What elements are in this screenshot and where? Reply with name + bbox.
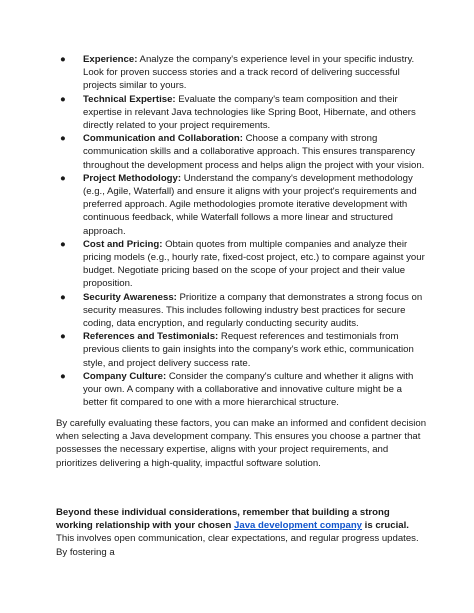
list-item-security-awareness [56, 291, 426, 331]
list-item-text: Understand the company's development methodology (e.g., Agile, Waterfall) and ensure it aligns with your project's requirements and preferred approach. Agile methodologies promote iterative development with continuous feedback, while Waterfall follows a more linear and structured approach. [83, 172, 417, 237]
bullet-icon: ● [60, 133, 66, 145]
bullet-icon: ● [60, 238, 66, 250]
bold-lead-text: Beyond these individual considerations, remember that building a strong working relationship with your chosen [56, 507, 390, 532]
list-item-technical-expertise [56, 93, 426, 133]
list-item-title: Communication and Collaboration: [83, 133, 243, 145]
list-item-title: Experience: [83, 54, 138, 65]
selection-criteria-list [56, 53, 426, 409]
list-item-cost-pricing [56, 238, 426, 291]
bullet-icon: ● [60, 291, 66, 303]
list-item-experience [56, 53, 426, 93]
list-item-title: Project Methodology: [83, 172, 182, 184]
bullet-icon: ● [60, 370, 66, 382]
list-item-company-culture [56, 370, 426, 410]
list-item-text: Request references and testimonials from previous clients to gain insights into the company's work ethic, communication style, and project delivery success rate. [83, 331, 414, 369]
list-item-title: References and Testimonials: [83, 331, 219, 343]
list-item-text: Prioritize a company that demonstrates a strong focus on security measures. This includes following industry best practices for secure coding, data encryption, and regularly conducting security audits. [83, 291, 423, 330]
relationship-paragraph [56, 506, 428, 559]
bold-tail-text: is crucial. [362, 520, 409, 532]
list-item-title: Technical Expertise: [83, 93, 176, 105]
bullet-icon: ● [60, 54, 66, 65]
paragraph-rest-text: This involves open communication, clear expectations, and regular progress updates. By fostering a [56, 533, 419, 558]
list-item-text: Obtain quotes from multiple companies and analyze their pricing models (e.g., hourly rate, fixed-cost project, etc.) to compare against your budget. Negotiate pricing based on the scope of your project and their value proposition. [83, 238, 425, 290]
list-item-references [56, 330, 426, 370]
list-item-title: Security Awareness: [83, 291, 177, 303]
bullet-icon: ● [60, 93, 66, 105]
list-item-title: Company Culture: [83, 370, 167, 382]
summary-paragraph: By carefully evaluating these factors, you can make an informed and confident decision when selecting a Java development company. This ensures you choose a partner that possesses the necessary expertise, aligns with your project requirements, and prioritizes delivering a high-quality, impactful software solution. [56, 418, 427, 469]
list-item-project-methodology [56, 172, 426, 238]
list-item-title: Cost and Pricing: [83, 238, 163, 250]
bullet-icon: ● [60, 172, 66, 184]
list-item-text: Analyze the company's experience level in your specific industry. Look for proven success stories and a track record of delivering successful projects similar to yours. [83, 54, 415, 92]
list-item-communication [56, 132, 426, 172]
bullet-icon: ● [60, 331, 66, 343]
list-item-text: Choose a company with strong communication skills and a collaborative approach. This ensures transparency throughout the development process and helps align the project with your vision. [83, 133, 425, 171]
list-item-text: Consider the company's culture and whether it aligns with your own. A company with a collaborative and innovative culture might be a better fit compared to one with a more hierarchical structure. [83, 370, 414, 409]
java-development-company-link[interactable]: Java development company [234, 520, 363, 532]
list-item-text: Evaluate the company's team composition and their expertise in relevant Java technologies like Spring Boot, Hibernate, and others directly related to your project requirements. [83, 93, 416, 132]
